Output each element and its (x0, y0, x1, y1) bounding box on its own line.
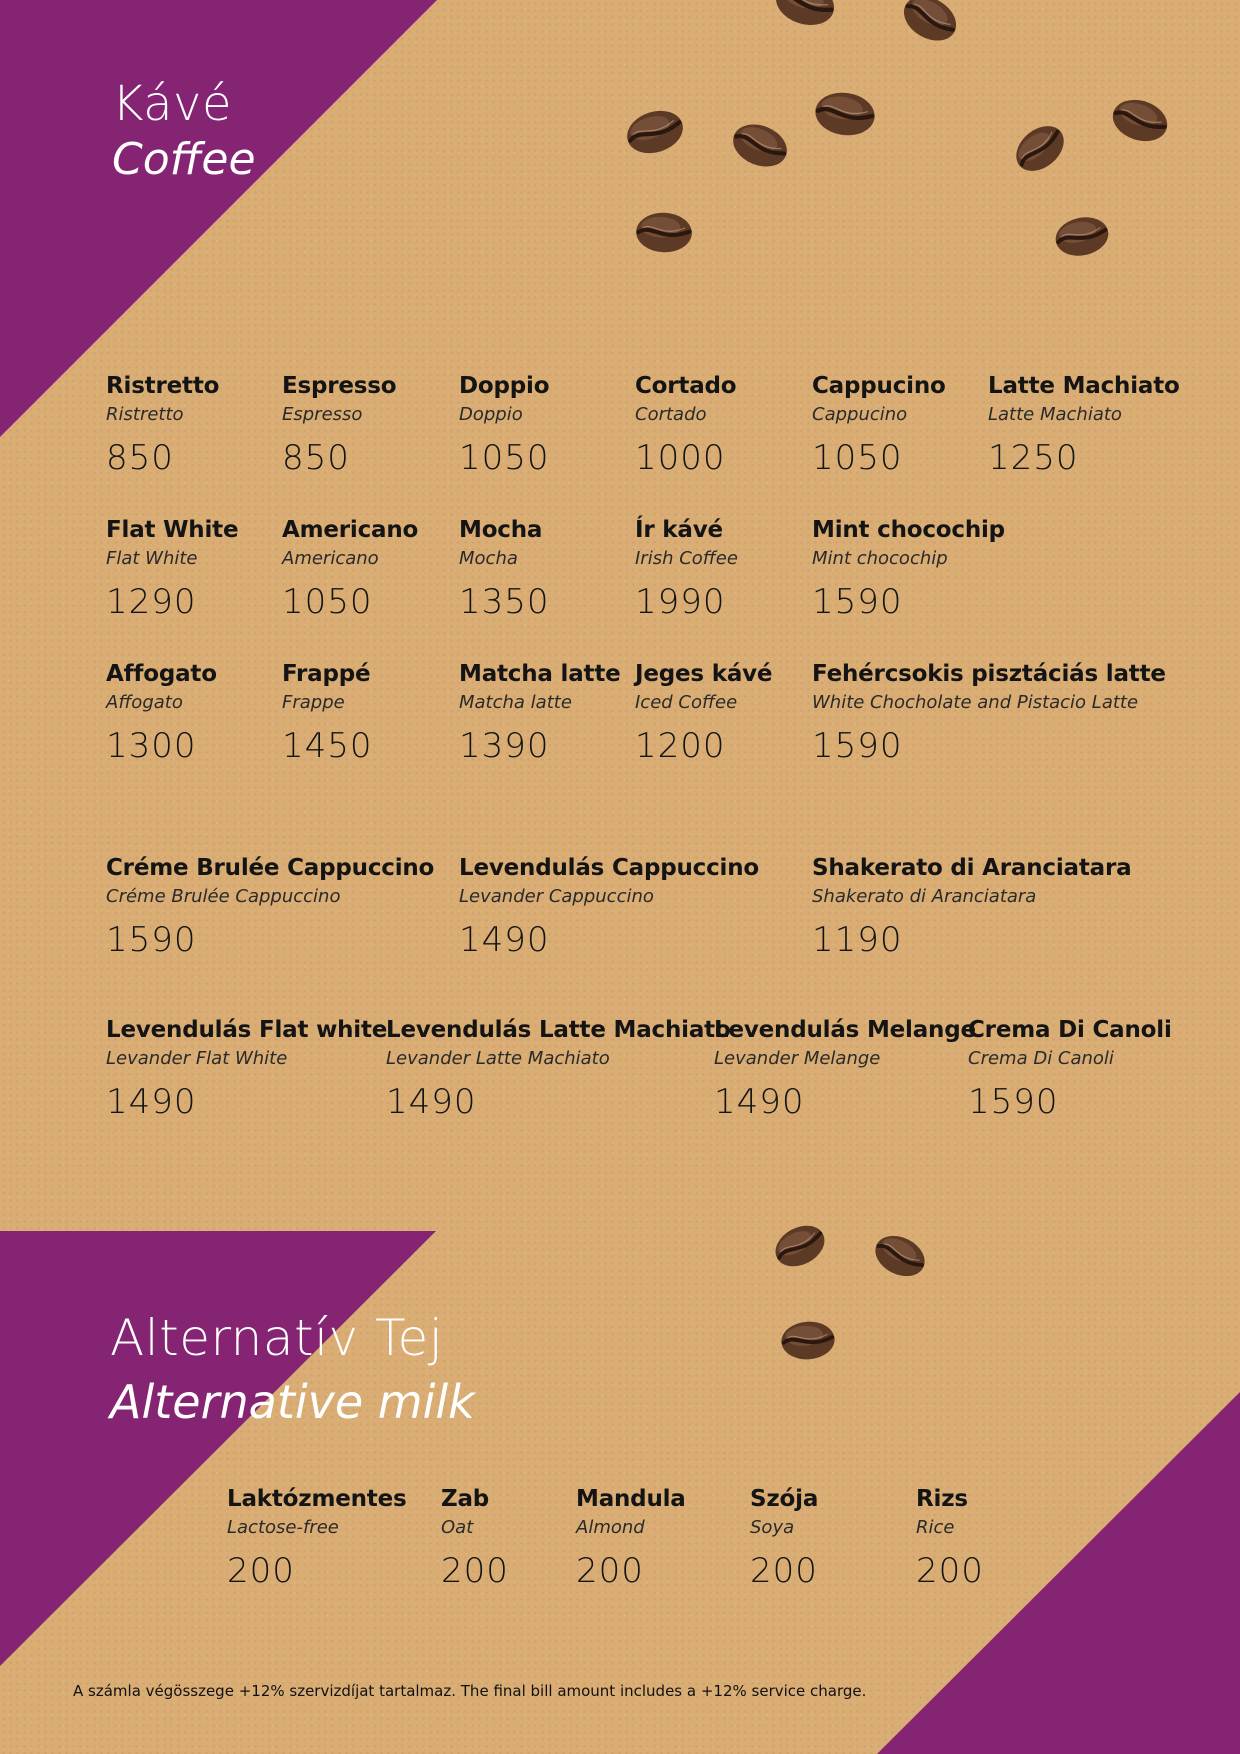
coffee-menu-item (812, 854, 1131, 960)
milk-menu-item (441, 1485, 509, 1591)
item-name: Ristretto (106, 373, 220, 399)
item-translation: Oat (441, 1517, 474, 1538)
coffee-menu-item (282, 516, 418, 622)
item-translation: Levander Melange (714, 1048, 881, 1069)
item-price: 850 (282, 438, 350, 478)
coffee-menu-item (282, 660, 373, 766)
milk-menu-item (576, 1485, 686, 1591)
item-name: Flat White (106, 517, 239, 543)
milk-menu-item (916, 1485, 984, 1591)
coffee-menu-item (106, 372, 219, 478)
coffee-menu-item (282, 372, 396, 478)
item-translation: Frappe (282, 692, 345, 713)
coffee-menu-item (106, 516, 238, 622)
item-name: Fehércsokis pisztáciás latte (812, 661, 1166, 687)
milk-section-title (110, 1306, 475, 1434)
milk-menu-item (750, 1485, 818, 1591)
item-translation: Mint chocochip (812, 548, 948, 569)
item-name: Créme Brulée Cappuccino (106, 855, 435, 881)
item-translation: Rice (916, 1517, 955, 1538)
service-charge-note: A számla végösszege +12% szervizdíjat tartalmaz. The final bill amount includes a +12% service charge. (73, 1682, 867, 1700)
item-name: Levendulás Latte Machiato (386, 1017, 731, 1043)
coffee-title-en: Coffee (112, 134, 256, 185)
coffee-menu-item (106, 854, 434, 960)
item-name: Jeges kávé (635, 661, 773, 687)
item-translation: Affogato (106, 692, 183, 713)
item-translation: Latte Machiato (988, 404, 1122, 425)
item-translation: Shakerato di Aranciatara (812, 886, 1037, 907)
item-name: Levendulás Flat white (106, 1017, 388, 1043)
item-price: 1590 (812, 582, 903, 622)
item-price: 1050 (812, 438, 903, 478)
item-price: 1390 (459, 726, 550, 766)
item-price: 1490 (106, 1082, 197, 1122)
item-price: 850 (106, 438, 174, 478)
item-name: Levendulás Cappuccino (459, 855, 759, 881)
item-translation: Crema Di Canoli (968, 1048, 1114, 1069)
item-translation: Matcha latte (459, 692, 572, 713)
item-translation: Levander Latte Machiato (386, 1048, 610, 1069)
item-translation: Cappucino (812, 404, 908, 425)
item-translation: Iced Coffee (635, 692, 738, 713)
item-price: 200 (750, 1551, 818, 1591)
item-price: 1250 (988, 438, 1079, 478)
item-name: Doppio (459, 373, 550, 399)
item-price: 1450 (282, 726, 373, 766)
coffee-menu-item (968, 1016, 1172, 1122)
coffee-menu-item (459, 660, 621, 766)
coffee-bean-icon (634, 210, 693, 255)
coffee-menu-item (714, 1016, 976, 1122)
item-price: 1300 (106, 726, 197, 766)
item-name: Latte Machiato (988, 373, 1180, 399)
milk-menu-item (227, 1485, 406, 1591)
item-translation: Cortado (635, 404, 707, 425)
coffee-menu-item (459, 854, 759, 960)
item-translation: Americano (282, 548, 379, 569)
item-price: 1050 (459, 438, 550, 478)
item-name: Zab (441, 1486, 490, 1512)
item-translation: Mocha (459, 548, 518, 569)
item-name: Rizs (916, 1486, 968, 1512)
item-price: 1290 (106, 582, 197, 622)
item-name: Ír kávé (635, 517, 723, 543)
milk-title-hu: Alternatív Tej (110, 1309, 444, 1367)
item-translation: Doppio (459, 404, 523, 425)
item-name: Szója (750, 1486, 819, 1512)
item-name: Crema Di Canoli (968, 1017, 1172, 1043)
item-translation: Flat White (106, 548, 198, 569)
item-translation: Levander Cappuccino (459, 886, 654, 907)
item-name: Mocha (459, 517, 543, 543)
item-price: 1990 (635, 582, 726, 622)
item-translation: Lactose-free (227, 1517, 339, 1538)
coffee-menu-item (459, 372, 550, 478)
item-price: 1590 (106, 920, 197, 960)
coffee-menu-item (812, 660, 1166, 766)
coffee-bean-icon (811, 87, 879, 141)
item-price: 200 (441, 1551, 509, 1591)
item-name: Laktózmentes (227, 1486, 407, 1512)
coffee-menu-item (635, 660, 772, 766)
item-translation: Espresso (282, 404, 363, 425)
item-name: Mandula (576, 1486, 686, 1512)
item-translation: Créme Brulée Cappuccino (106, 886, 341, 907)
coffee-menu-item (106, 1016, 387, 1122)
item-name: Americano (282, 517, 419, 543)
item-name: Affogato (106, 661, 217, 687)
item-price: 1590 (812, 726, 903, 766)
item-price: 200 (227, 1551, 295, 1591)
coffee-bean-icon (779, 1318, 838, 1363)
item-translation: Ristretto (106, 404, 184, 425)
item-price: 1350 (459, 582, 550, 622)
item-translation: Irish Coffee (635, 548, 738, 569)
coffee-title-hu: Kávé (112, 76, 232, 132)
item-price: 1050 (282, 582, 373, 622)
item-price: 1200 (635, 726, 726, 766)
item-name: Matcha latte (459, 661, 621, 687)
item-price: 1190 (812, 920, 903, 960)
coffee-menu-item (988, 372, 1180, 478)
item-name: Cortado (635, 373, 737, 399)
coffee-menu-item (459, 516, 550, 622)
item-price: 1490 (386, 1082, 477, 1122)
coffee-section-title (112, 76, 256, 188)
coffee-menu-item (635, 516, 738, 622)
item-name: Cappucino (812, 373, 946, 399)
item-name: Mint chocochip (812, 517, 1005, 543)
coffee-menu-item (386, 1016, 731, 1122)
coffee-menu-item (812, 372, 946, 478)
item-price: 1490 (459, 920, 550, 960)
item-name: Frappé (282, 661, 371, 687)
item-translation: Soya (750, 1517, 795, 1538)
item-name: Levendulás Melange (714, 1017, 976, 1043)
coffee-menu-item (635, 372, 736, 478)
milk-title-triangle (0, 1231, 436, 1666)
item-translation: White Chocholate and Pistacio Latte (812, 692, 1139, 713)
item-translation: Almond (576, 1517, 645, 1538)
item-price: 200 (916, 1551, 984, 1591)
item-name: Espresso (282, 373, 397, 399)
coffee-menu-item (812, 516, 1005, 622)
item-price: 1590 (968, 1082, 1059, 1122)
item-price: 1490 (714, 1082, 805, 1122)
item-name: Shakerato di Aranciatara (812, 855, 1132, 881)
item-price: 200 (576, 1551, 644, 1591)
milk-title-en: Alternative milk (110, 1375, 475, 1429)
item-translation: Levander Flat White (106, 1048, 288, 1069)
item-price: 1000 (635, 438, 726, 478)
coffee-menu-item (106, 660, 217, 766)
